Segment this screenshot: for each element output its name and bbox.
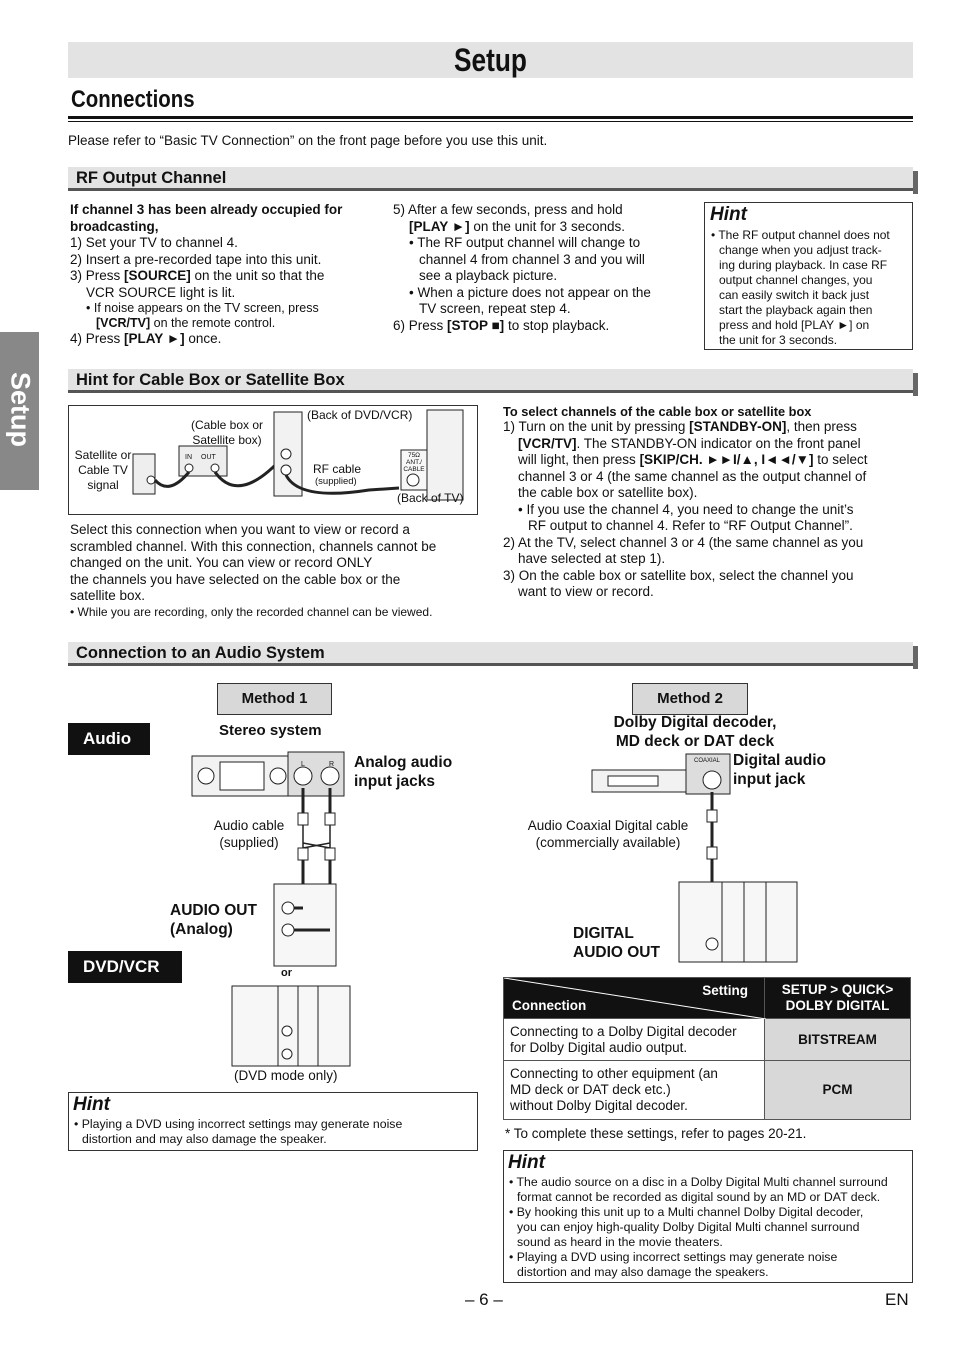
note: TV screen, repeat step 4. xyxy=(419,301,571,316)
setting-header: Setting xyxy=(702,983,748,998)
step: [PLAY ►] on the unit for 3 seconds. xyxy=(409,218,625,234)
page-number: – 6 – xyxy=(465,1290,503,1309)
divider xyxy=(68,121,913,122)
diagram-label: 75Ω ANT./ CABLE xyxy=(403,452,425,473)
hint-text: • The audio source on a disc in a Dolby Digital Multi channel surround format cannot be recorded as digital sound by an MD or DAT deck. • By hooking this unit up to a Multi channel Dolby Digital decoder, you can enjoy high-quality Dolby Digital Multi channel surround sound as heard in the movie theaters. • Playing a DVD using incorrect settings may generate noise distortion and may also damage the speakers. xyxy=(509,1175,888,1279)
digital-out-label: DIGITAL AUDIO OUT xyxy=(573,925,660,961)
step: 5) After a few seconds, press and hold xyxy=(393,202,623,217)
note: • While you are recording, only the recorded channel can be viewed. xyxy=(70,604,433,619)
rf-steps-left xyxy=(70,202,370,348)
hint-title: Hint xyxy=(710,204,747,225)
cable-desc: Select this connection when you want to view or record a scrambled channel. With this connection, channels cannot be changed on the unit. You can view or record ONLY the channels you have selected on the cable box or the satellite box. • While you are recording, only the recorded channel can be viewed. xyxy=(70,522,480,620)
footnote: * To complete these settings, refer to pages 20-21. xyxy=(505,1126,807,1141)
step: 2) At the TV, select channel 3 or 4 (the same channel as you xyxy=(503,534,864,550)
hint-box-right xyxy=(503,1150,913,1283)
side-tab-label: Setup xyxy=(5,371,36,447)
step: 1) Turn on the unit by pressing [STANDBY-ON], then press xyxy=(503,419,857,434)
rf-condition: If channel 3 has been already occupied for broadcasting, xyxy=(70,202,343,234)
step: 3) On the cable box or satellite box, select the channel you xyxy=(503,567,854,583)
panel-label: COAXIAL xyxy=(694,758,721,764)
hint-title: Hint xyxy=(73,1094,110,1115)
method2-label: Method 2 xyxy=(632,683,748,715)
panel-label: L xyxy=(301,761,305,768)
step: VCR SOURCE light is lit. xyxy=(86,284,236,300)
diagram-label: (Back of DVD/VCR) xyxy=(307,408,413,422)
section-title: RF Output Channel xyxy=(76,169,227,187)
digital-jack-label: Digital audio input jack xyxy=(733,752,826,788)
analog-jacks-label: Analog audio input jacks xyxy=(354,754,453,790)
divider xyxy=(68,116,913,119)
note: [VCR/TV] on the remote control. xyxy=(96,316,276,330)
table-row: Connecting to other equipment (an MD deck or DAT deck etc.) without Dolby Digital decoder. PCM xyxy=(504,1061,911,1120)
step: 2) Insert a pre-recorded tape into this unit. xyxy=(70,251,322,267)
section-bar-cable xyxy=(68,369,913,393)
audio-cable-label: Audio cable (supplied) xyxy=(213,818,285,850)
cable-diagram xyxy=(68,405,478,515)
page-title: Setup xyxy=(454,42,527,78)
diagram-label: Satellite or Cable TV signal xyxy=(74,448,132,492)
settings-table xyxy=(503,977,911,1120)
note: • If noise appears on the TV screen, press xyxy=(86,301,319,315)
section-bar-audio xyxy=(68,642,913,666)
rf-steps-right xyxy=(393,202,693,334)
intro-text: Please refer to “Basic TV Connection” on the front page before you use this unit. xyxy=(68,133,548,148)
section-title: Connection to an Audio System xyxy=(76,644,325,662)
table-header-corner xyxy=(504,978,765,1019)
table-value: PCM xyxy=(765,1061,911,1120)
note: channel 4 from channel 3 and you will xyxy=(419,251,645,267)
table-value: BITSTREAM xyxy=(765,1019,911,1061)
step: 1) Set your TV to channel 4. xyxy=(70,235,238,250)
dvdvcr-label: DVD/VCR xyxy=(68,951,182,983)
hint-title: Hint xyxy=(508,1152,545,1173)
diagram-label: (Back of TV) xyxy=(397,491,464,505)
hint-text: • Playing a DVD using incorrect settings may generate noise distortion and may also damage the speaker. xyxy=(74,1117,403,1146)
step: 3) Press [SOURCE] on the unit so that the xyxy=(70,268,325,283)
step: 4) Press [PLAY ►] once. xyxy=(70,331,222,346)
side-tab xyxy=(0,332,39,490)
dvd-mode-label: (DVD mode only) xyxy=(234,1068,338,1083)
connection-header: Connection xyxy=(512,998,587,1013)
audio-label: Audio xyxy=(68,723,150,755)
section-title: Hint for Cable Box or Satellite Box xyxy=(76,371,345,389)
hint-box-rf xyxy=(704,202,913,350)
section-heading: Connections xyxy=(71,86,195,113)
dolby-label: Dolby Digital decoder, MD deck or DAT deck xyxy=(613,714,777,750)
stereo-label: Stereo system xyxy=(219,722,322,739)
cable-steps: To select channels of the cable box or satellite box 1) Turn on the unit by pressing [STANDBY-ON], then press [VCR/TV]. The STANDBY-ON indicator on the front panel will light, then press [SKIP/CH. ►►I/▲, I◄◄/▼] to select channel 3 or 4 (the same channel as the output channel of the cable box or satellite box). • If you use the channel 4, you need to change the unit’s RF output to channel 4. Refer to “RF Output Channel”. 2) At the TV, select channel 3 or 4 (the same channel as you have selected at step 1). 3) On the cable box or satellite box, select the channel you want to view or record. xyxy=(503,404,913,601)
table-col-header: SETUP > QUICK> DOLBY DIGITAL xyxy=(765,978,911,1019)
diagram-label: (supplied) xyxy=(315,476,357,487)
note: • The RF output channel will change to xyxy=(409,235,641,250)
section-bar-rf xyxy=(68,167,913,191)
steps-title: To select channels of the cable box or satellite box xyxy=(503,404,812,419)
hint-text: • The RF output channel does not change when you adjust track- ing during playback. In case RF output channel changes, you can easily switch it back just start the playback again then press and hold [PLAY ►] on the unit for 3 seconds. xyxy=(711,228,890,347)
table-row: Connecting to a Dolby Digital decoder for Dolby Digital audio output. BITSTREAM xyxy=(504,1019,911,1061)
audio-out-label: AUDIO OUT (Analog) xyxy=(170,902,257,938)
diagram-label: IN xyxy=(185,454,192,461)
method1-label: Method 1 xyxy=(217,683,332,715)
note: see a playback picture. xyxy=(419,268,558,283)
note: • When a picture does not appear on the xyxy=(409,284,651,300)
panel-label: R xyxy=(329,761,335,768)
diagram-label: OUT xyxy=(201,454,216,461)
step: 6) Press [STOP ■] to stop playback. xyxy=(393,317,610,333)
language-label: EN xyxy=(885,1290,909,1309)
diagram-label: RF cable xyxy=(313,462,362,476)
title-bar xyxy=(68,42,913,78)
coax-cable-label: Audio Coaxial Digital cable (commercially available) xyxy=(527,818,689,850)
or-label: or xyxy=(281,967,292,979)
hint-box-left xyxy=(68,1092,478,1151)
diagram-label: (Cable box or Satellite box) xyxy=(190,418,264,447)
